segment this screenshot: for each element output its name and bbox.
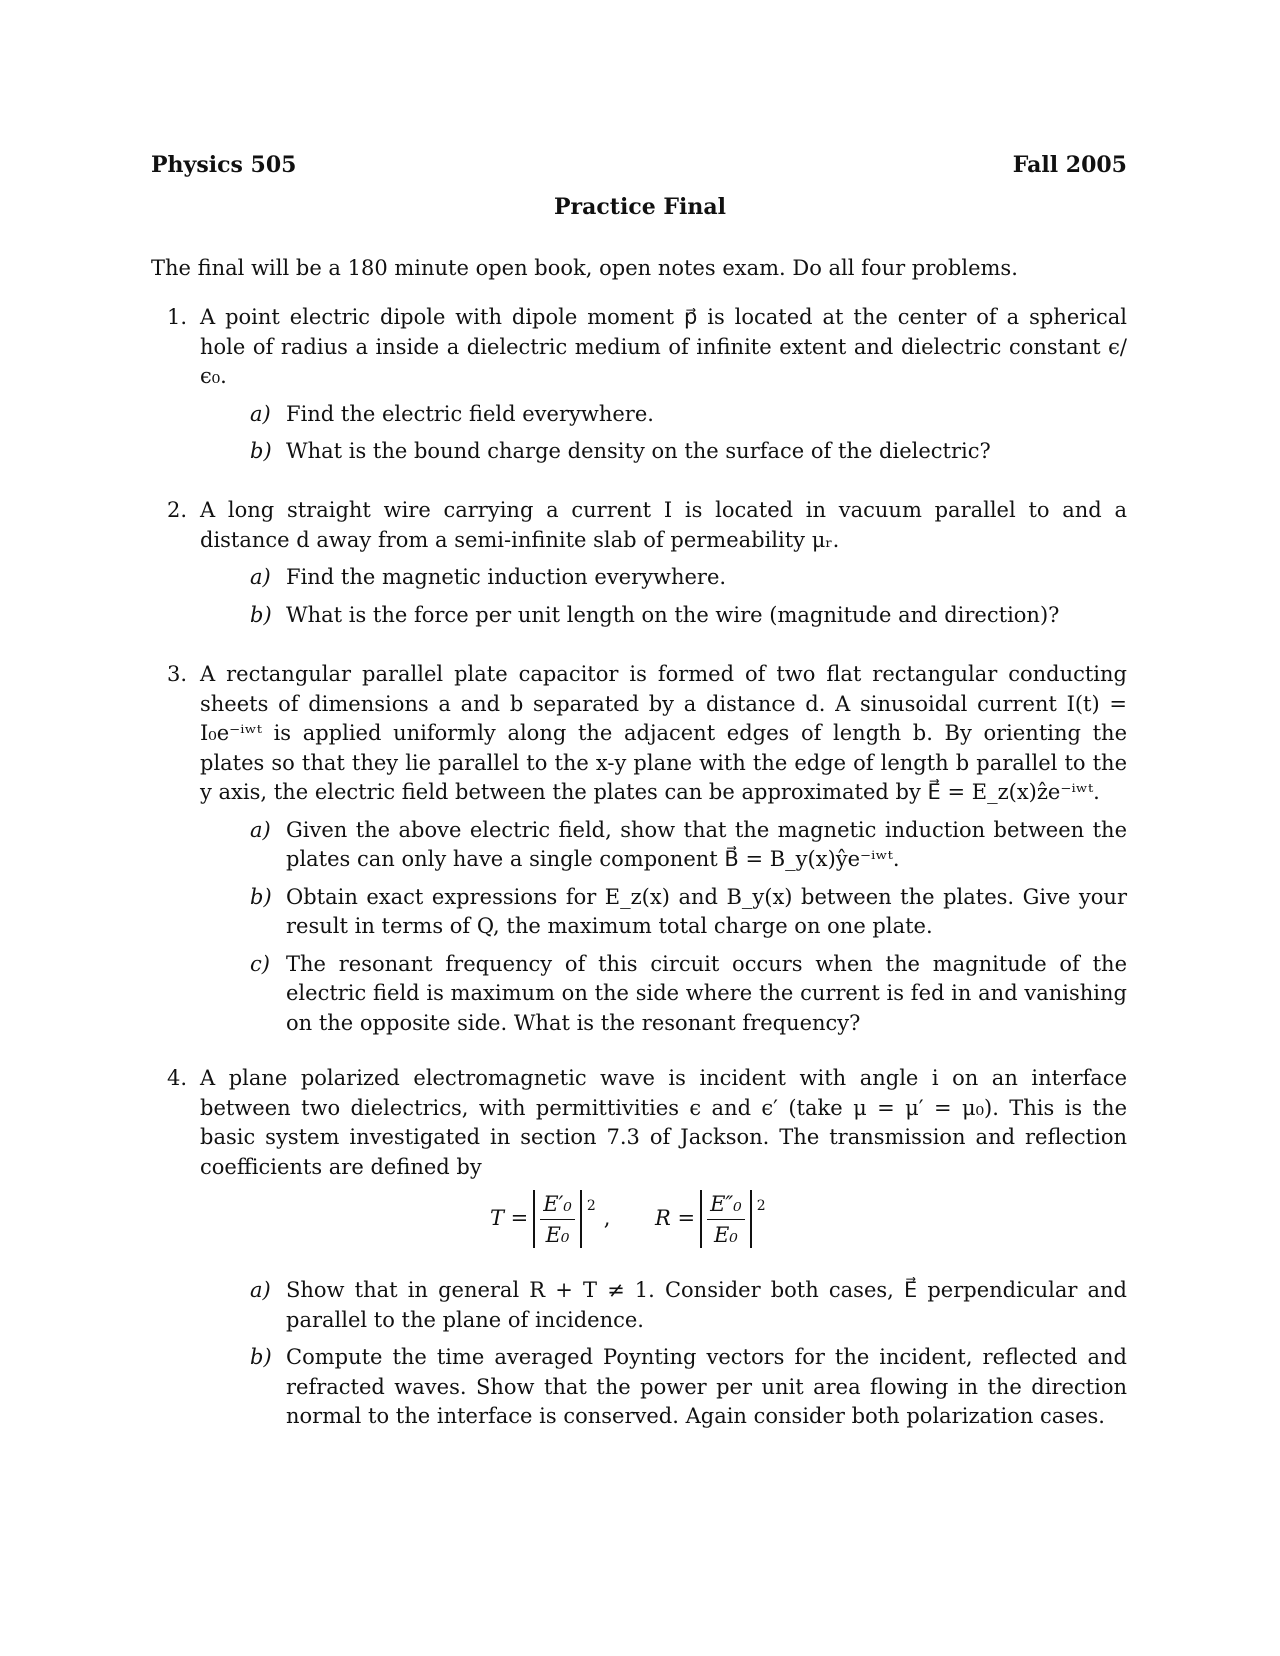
separator: , [603,1206,611,1231]
part-text: What is the force per unit length on the wire (magnitude and direction)? [286,602,1060,627]
part-label: a) [250,565,271,589]
problem-number: 2. [167,498,188,522]
part [250,437,1127,467]
abs-bar [533,1190,535,1248]
denominator: E₀ [545,1222,570,1247]
numerator: E′₀ [540,1191,575,1220]
eq-lhs: T = [490,1206,529,1231]
term: Fall 2005 [1012,152,1127,178]
exponent: 2 [756,1198,766,1214]
part-label: b) [250,1345,272,1369]
part-text: Show that in general R + T ≠ 1. Consider both cases, E⃗ perpendicular and parallel to the plane of incidence. [286,1278,1127,1332]
part-label: b) [250,884,272,909]
part-label: a) [250,401,271,426]
denominator: E₀ [714,1222,738,1247]
part-text: Find the electric field everywhere. [286,401,654,426]
problem-number: 3. [167,662,188,686]
part-label: b) [250,439,272,463]
part-text: What is the bound charge density on the surface of the dielectric? [286,439,991,463]
problem-parts [250,816,1127,1039]
exponent: 2 [586,1198,596,1214]
part [250,601,1127,631]
part-label: b) [250,602,272,627]
part-text: Given the above electric field, show that the magnetic induction between the plates can only have a single component B⃗ = B_y(x)ŷe⁻ⁱʷᵗ. [286,817,1127,871]
problem-parts [250,1276,1127,1432]
part-label: a) [250,1278,271,1302]
problem-parts [250,400,1127,467]
part [250,816,1127,875]
part [250,1276,1127,1335]
part [250,563,1127,593]
numerator: E″₀ [707,1191,745,1220]
problem-number: 4. [167,1066,188,1090]
problem-4 [151,1064,1127,1440]
problem-text: A long straight wire carrying a current I is located in vacuum parallel to and a distance d away from a semi-infinite slab of permeability μᵣ. [200,498,1127,552]
abs-bar [750,1190,752,1248]
problem-text: A rectangular parallel plate capacitor is formed of two flat rectangular conducting sheets of dimensions a and b separated by a distance d. A sinusoidal current I(t) = I₀e⁻ⁱʷᵗ is applied uniformly along the adjacent edges of length b. By orienting the plates so that they lie parallel to the x-y plane with the edge of length b parallel to the y axis, the electric field between the plates can be approximated by E⃗ = E_z(x)ẑe⁻ⁱʷᵗ. [200,662,1127,804]
problem-1 [151,303,1127,475]
abs-bar [580,1190,582,1248]
fraction [707,1191,745,1248]
part-text: Compute the time averaged Poynting vectors for the incident, reflected and refracted waves. Show that the power per unit area flowing in the direction normal to the interface is conserved. Again consider both polarization cases. [286,1345,1127,1428]
intro-text: The final will be a 180 minute open book, open notes exam. Do all four problems. [151,256,1018,280]
transmission-frac [490,1190,610,1248]
fraction [540,1191,575,1248]
coefficient-equations [200,1190,1127,1268]
part [250,883,1127,942]
course-name: Physics 505 [151,152,297,178]
problem-text: A point electric dipole with dipole moment p⃗ is located at the center of a spherical hole of radius a inside a dielectric medium of infinite extent and dielectric constant ϵ/ϵ₀. [200,305,1127,388]
problem-3 [151,660,1127,1046]
problem-text: A plane polarized electromagnetic wave is incident with angle i on an interface between two dielectrics, with permittivities ϵ and ϵ′ (take μ = μ′ = μ₀). This is the basic system investigated in section 7.3 of Jackson. The transmission and reflection coefficients are defined by [200,1066,1127,1179]
reflection-equation [655,1190,766,1248]
problem-2 [151,496,1127,638]
part-text: Find the magnetic induction everywhere. [286,565,727,589]
transmission-equation [490,1190,610,1248]
reflection-frac [655,1190,766,1248]
part-text: The resonant frequency of this circuit occurs when the magnitude of the electric field is maximum on the side where the current is fed in and vanishing on the opposite side. What is the resonant frequency? [286,951,1127,1035]
eq-lhs: R = [655,1206,696,1231]
page-title: Practice Final [554,194,726,220]
problem-parts [250,563,1127,630]
problem-number: 1. [167,305,188,329]
abs-bar [700,1190,702,1248]
part [250,950,1127,1039]
part [250,400,1127,430]
part-text: Obtain exact expressions for E_z(x) and B_y(x) between the plates. Give your result in terms of Q, the maximum total charge on one plate. [286,884,1127,938]
part-label: c) [250,951,270,976]
part-label: a) [250,817,271,842]
part [250,1343,1127,1432]
